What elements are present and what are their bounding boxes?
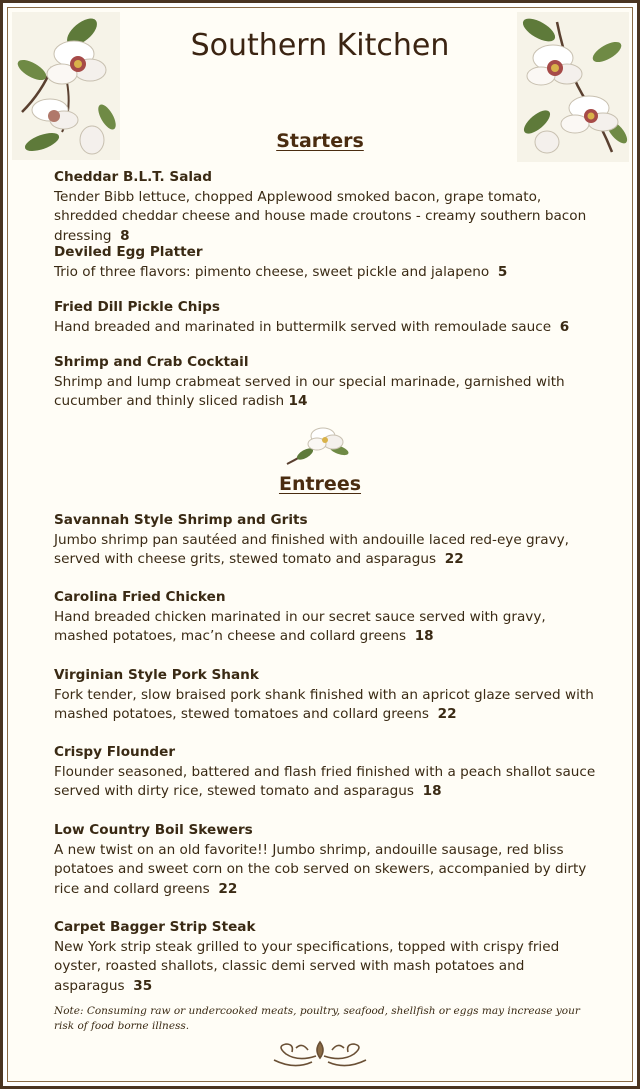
menu-item [54, 168, 599, 246]
magnolia-divider-icon [283, 420, 353, 468]
menu-item [54, 666, 599, 725]
food-safety-note: Note: Consuming raw or undercooked meats, poultry, seafood, shellfish or eggs may increase your risk of food borne illness. [54, 1005, 580, 1032]
scroll-ornament-icon [268, 1036, 372, 1070]
item-name: Deviled Egg Platter [54, 244, 203, 260]
item-price: 8 [120, 227, 130, 244]
item-name: Carpet Bagger Strip Steak [54, 919, 256, 935]
item-description: New York strip steak grilled to your specifications, topped with crispy fried oyster, roasted shallots, classic demi served with mash potatoes and asparagus [54, 938, 560, 994]
item-name: Low Country Boil Skewers [54, 822, 253, 838]
item-description: Shrimp and lump crabmeat served in our special marinade, garnished with cucumber and thinly sliced radish [54, 373, 565, 409]
item-name: Carolina Fried Chicken [54, 589, 226, 605]
starters-heading: Starters [276, 130, 364, 152]
item-price: 18 [422, 783, 442, 799]
item-description: Hand breaded chicken marinated in our secret sauce served with gravy, mashed potatoes, mac’n cheese and collard greens [54, 608, 546, 644]
menu-item [54, 918, 599, 996]
menu-item [54, 353, 599, 412]
item-price: 18 [414, 628, 434, 644]
item-description: Tender Bibb lettuce, chopped Applewood smoked bacon, grape tomato, shredded cheddar cheese and house made croutons - creamy southern bacon dressing [54, 188, 587, 244]
item-price: 14 [288, 393, 308, 409]
item-description: Flounder seasoned, battered and flash fried finished with a peach shallot sauce served with dirty rice, stewed tomato and asparagus [54, 763, 596, 799]
menu-item [54, 821, 599, 899]
item-name: Savannah Style Shrimp and Grits [54, 512, 308, 528]
menu-item [54, 588, 599, 647]
entrees-heading: Entrees [278, 473, 362, 495]
item-price: 22 [444, 551, 464, 567]
menu-item [54, 243, 599, 282]
item-price: 6 [559, 318, 570, 335]
item-name: Crispy Flounder [54, 744, 176, 760]
item-name: Cheddar B.L.T. Salad [54, 169, 212, 185]
item-description: Fork tender, slow braised pork shank finished with an apricot glaze served with mashed potatoes, stewed tomatoes and collard greens [54, 686, 594, 722]
item-description: Hand breaded and marinated in buttermilk served with remoulade sauce [54, 318, 552, 335]
item-name: Fried Dill Pickle Chips [54, 299, 220, 315]
menu-item [54, 511, 599, 570]
item-name: Virginian Style Pork Shank [54, 667, 259, 683]
item-description: Trio of three flavors: pimento cheese, sweet pickle and jalapeno [54, 263, 490, 280]
item-price: 5 [497, 263, 508, 280]
item-price: 22 [437, 706, 457, 722]
item-price: 22 [218, 880, 238, 897]
menu-title: Southern Kitchen [190, 28, 450, 63]
item-name: Shrimp and Crab Cocktail [54, 354, 249, 370]
item-description: Jumbo shrimp pan sautéed and finished with andouille laced red-eye gravy, served with cheese grits, stewed tomato and asparagus [54, 531, 569, 567]
menu-item [54, 298, 599, 337]
item-description: A new twist on an old favorite!! Jumbo shrimp, andouille sausage, red bliss potatoes and sweet corn on the cob served on skewers, accompanied by dirty rice and collard greens [54, 841, 587, 897]
item-price: 35 [133, 977, 153, 994]
menu-item [54, 743, 599, 802]
